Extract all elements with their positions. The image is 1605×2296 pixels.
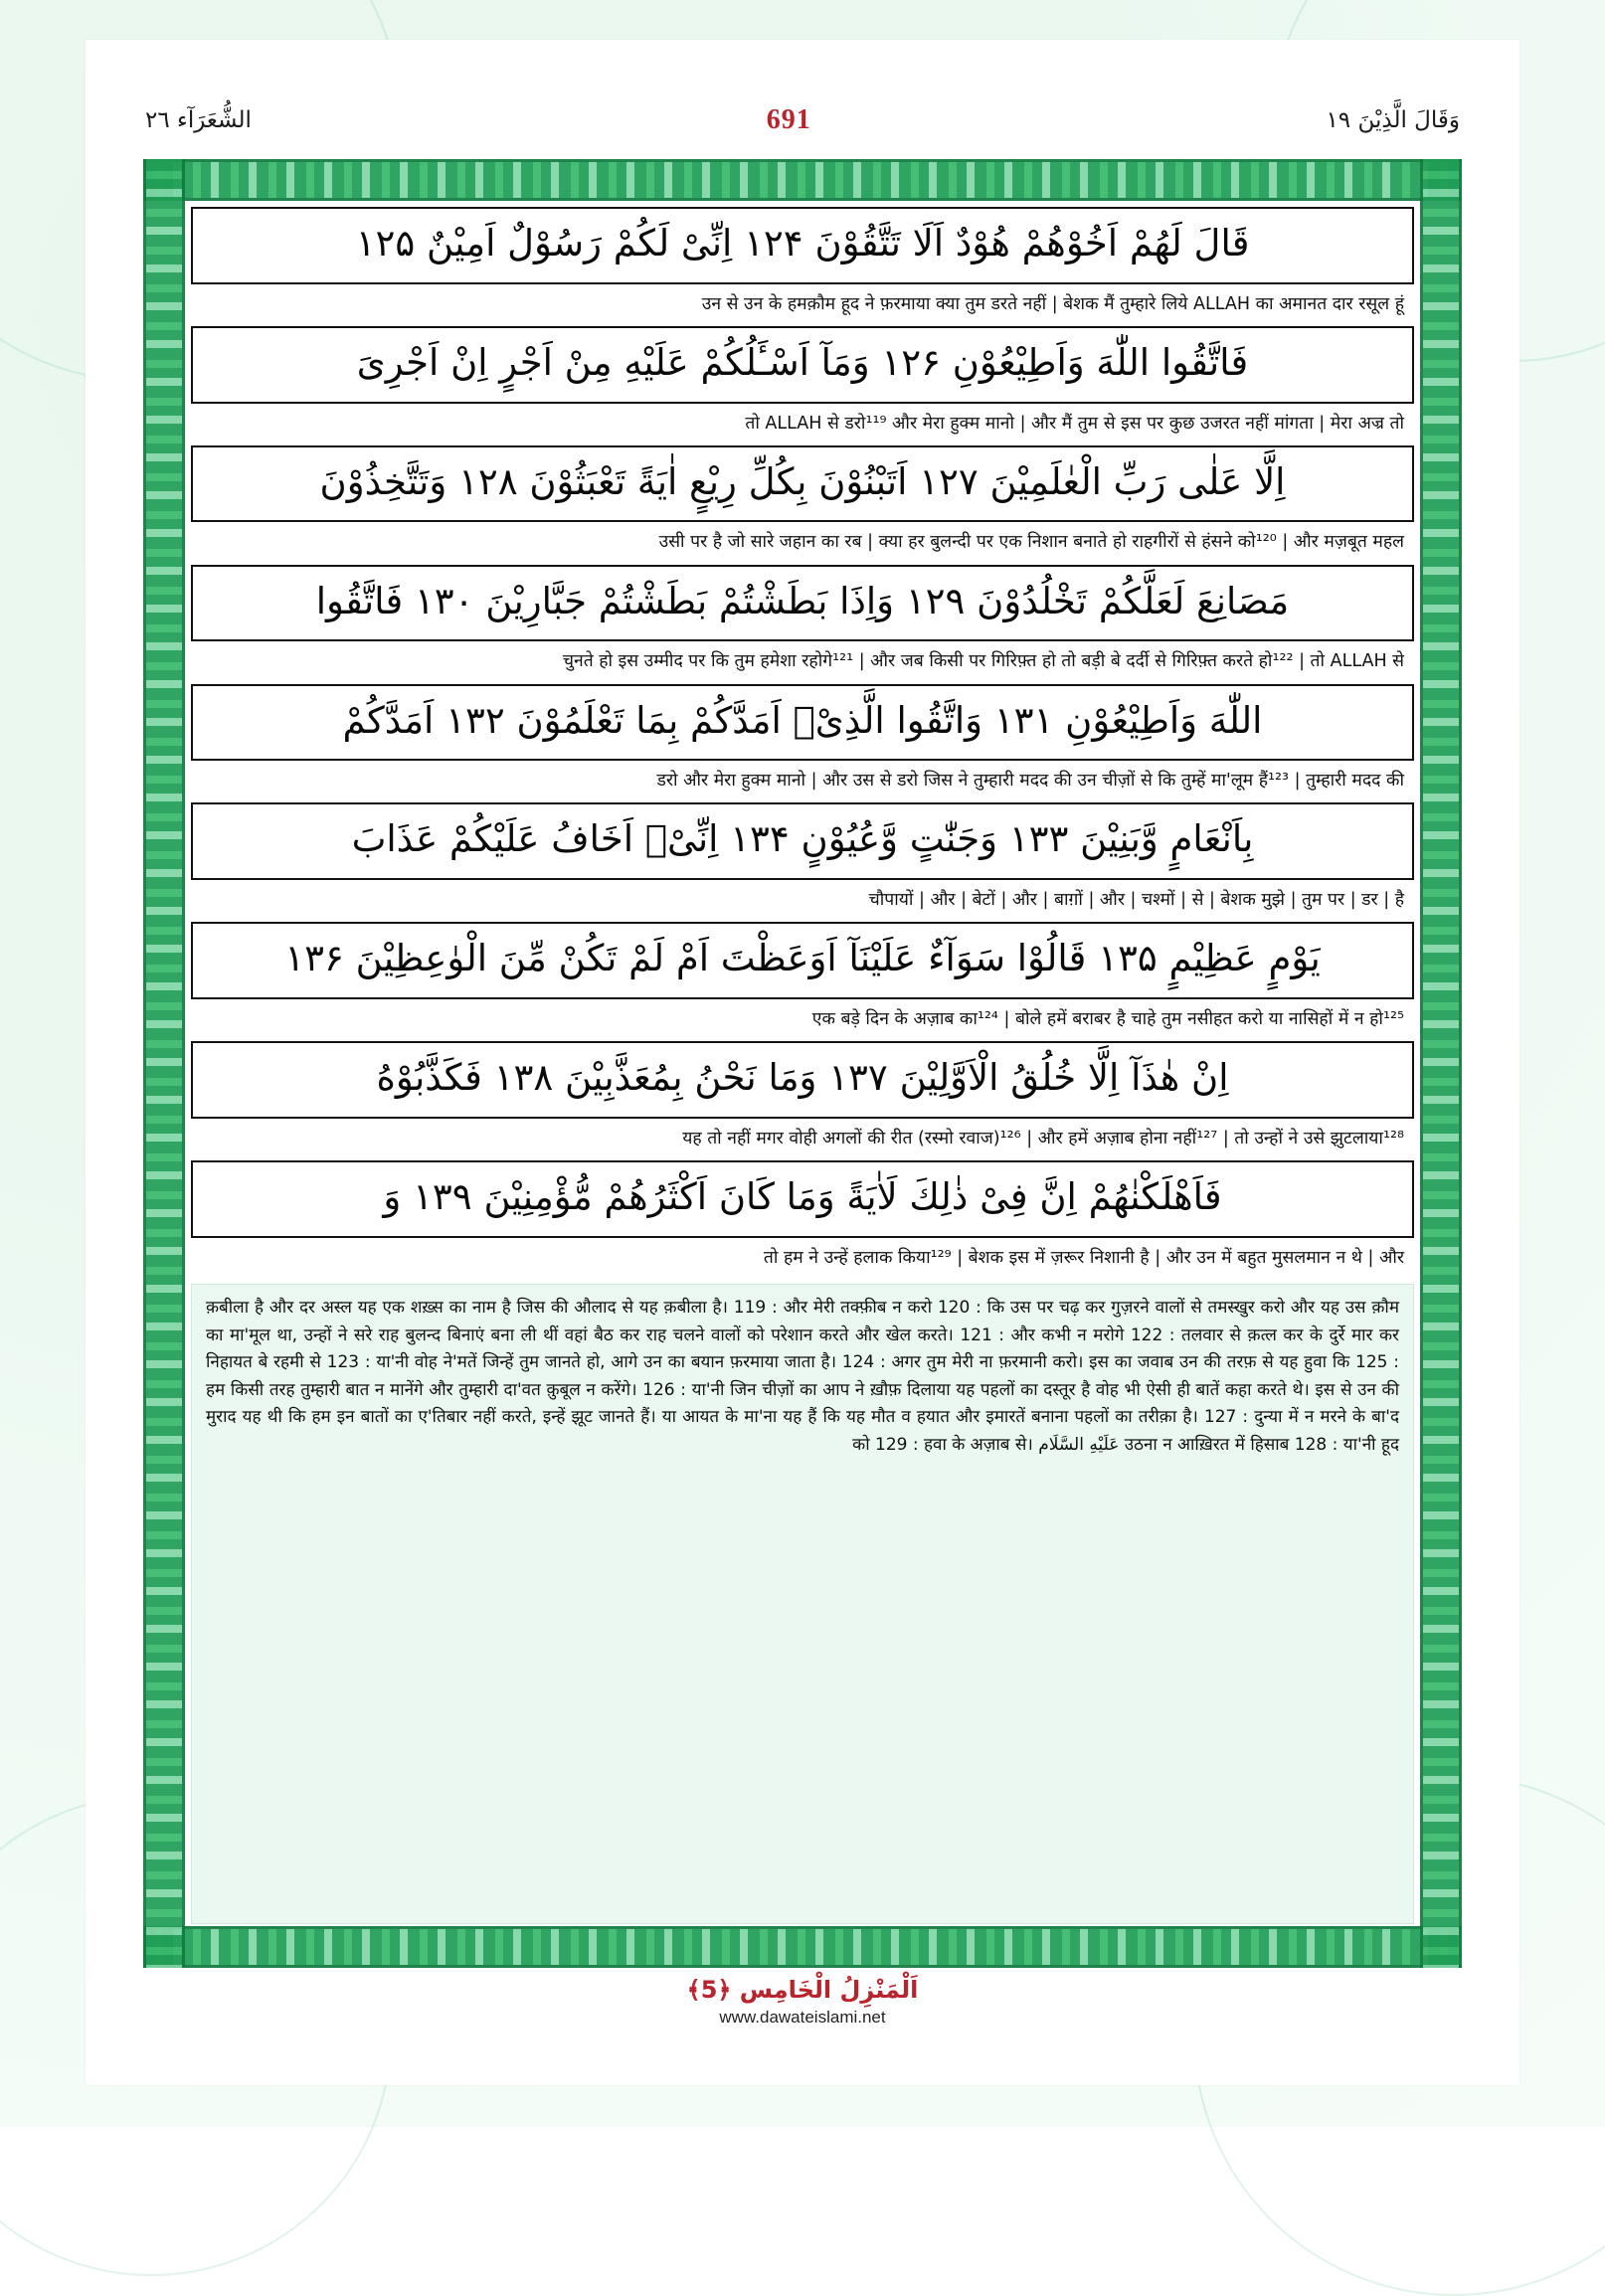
translation-line: एक बड़े दिन के अज़ाब का¹²⁴ | बोले हमें बराबर है चाहे तुम नसीहत करो या नासिहों में न हो¹²⁵ bbox=[811, 1008, 1404, 1029]
arabic-text: يَوْمٍ عَظِيْمٍ ۱۳۵ قَالُوْا سَوَآءٌ عَلَيْنَآ اَوَعَظْتَ اَمْ لَمْ تَكُنْ مِّنَ الْوٰعِظِيْنَ ۱۳۶ bbox=[284, 937, 1321, 980]
translation-line: यह तो नहीं मगर वोही अगलों की रीत (रस्मो रवाज)¹²⁶ | और हमें अज़ाब होना नहीं¹²⁷ | तो उन्हों ने उसे झुटलाया¹²⁸ bbox=[682, 1128, 1404, 1148]
ornamental-border-top bbox=[143, 159, 1462, 201]
translation-line: डरो और मेरा हुक्म मानो | और उस से डरो जिस ने तुम्हारी मदद की उन चीज़ों से कि तुम्हें मा'लूम हैं¹²³ | तुम्हारी मदद की bbox=[656, 771, 1404, 792]
translation-line: चौपायों | और | बेटों | और | बाग़ों | और | चश्मों | से | बेशक मुझे | तुम पर | डर | है bbox=[868, 890, 1404, 911]
page-footer bbox=[143, 1976, 1462, 2028]
arabic-text: فَاتَّقُوا اللّٰهَ وَاَطِيْعُوْنِ ۱۲۶ وَمَآ اَسْـَٔلُكُمْ عَلَيْهِ مِنْ اَجْرٍ اِنْ اَجْرِیَ bbox=[356, 340, 1249, 384]
verse-block bbox=[191, 445, 1414, 523]
page-sheet bbox=[86, 40, 1519, 2085]
translation-line: उसी पर है जो सारे जहान का रब | क्या हर बुलन्दी पर एक निशान बनाते हो राहगीरों से हंसने को¹²⁰ | और मज़बूत महल bbox=[658, 532, 1404, 553]
verse-block bbox=[191, 207, 1414, 284]
verse-block bbox=[191, 326, 1414, 404]
arabic-text: اِلَّا عَلٰى رَبِّ الْعٰلَمِيْنَ ۱۲۷ اَتَبْنُوْنَ بِكُلِّ رِيْعٍ اٰيَةً تَعْبَثُوْنَ ۱۲۸ وَتَتَّخِذُوْنَ bbox=[319, 459, 1286, 503]
ornamental-border-left bbox=[143, 159, 185, 1968]
page-header bbox=[145, 97, 1460, 143]
arabic-text: اِنْ هٰذَآ اِلَّا خُلُقُ الْاَوَّلِيْنَ ۱۳۷ وَمَا نَحْنُ بِمُعَذَّبِيْنَ ۱۳۸ فَكَذَّبُوْهُ bbox=[376, 1056, 1229, 1100]
ornamental-border-bottom bbox=[143, 1926, 1462, 1968]
surah-label: الشُّعَرَآء ٢٦ bbox=[145, 107, 252, 133]
ornamental-border-right bbox=[1420, 159, 1462, 1968]
translation-line: तो ALLAH से डरो¹¹⁹ और मेरा हुक्म मानो | और मैं तुम से इस पर कुछ उजरत नहीं मांगता | मेरा अज्र तो bbox=[745, 413, 1404, 434]
page-number: 691 bbox=[766, 104, 811, 135]
arabic-text: بِاَنْعَامٍ وَّبَنِيْنَ ۱۳۳ وَجَنّٰتٍ وَّعُيُوْنٍ ۱۳۴ اِنِّیْۤ اَخَافُ عَلَيْكُمْ عَذَابَ bbox=[351, 817, 1254, 861]
para-label: وَقَالَ الَّذِيْنَ ١٩ bbox=[1326, 107, 1460, 133]
translation-line: चुनते हो इस उम्मीद पर कि तुम हमेशा रहोगे¹²¹ | और जब किसी पर गिरिफ़्त हो तो बड़ी बे दर्दी से गिरिफ़्त करते हो¹²² | तो ALLAH से bbox=[562, 651, 1404, 672]
verse-block bbox=[191, 565, 1414, 642]
website-url: www.dawateislami.net bbox=[719, 2008, 886, 2027]
manzil-label: اَلْمَنْزِلُ الْخَامِس ﴿5﴾ bbox=[686, 1976, 919, 2004]
verse-block bbox=[191, 684, 1414, 762]
verse-block bbox=[191, 1041, 1414, 1119]
verse-block bbox=[191, 922, 1414, 999]
translation-line: तो हम ने उन्हें हलाक किया¹²⁹ | बेशक इस में ज़रूर निशानी है | और उन में बहुत मुसलमान न थे | और bbox=[763, 1247, 1404, 1268]
arabic-text: اللّٰهَ وَاَطِيْعُوْنِ ۱۳۱ وَاتَّقُوا الَّذِیْۤ اَمَدَّكُمْ بِمَا تَعْلَمُوْنَ ۱۳۲ اَمَدَّكُمْ bbox=[342, 698, 1263, 742]
verse-block bbox=[191, 802, 1414, 880]
verse-block bbox=[191, 1160, 1414, 1238]
arabic-text: مَصَانِعَ لَعَلَّكُمْ تَخْلُدُوْنَ ۱۲۹ وَاِذَا بَطَشْتُمْ بَطَشْتُمْ جَبَّارِيْنَ ۱۳۰ فَاتَّقُوا bbox=[315, 579, 1290, 622]
arabic-text: قَالَ لَهُمْ اَخُوْهُمْ هُوْدٌ اَلَا تَتَّقُوْنَ ۱۲۴ اِنِّیْ لَكُمْ رَسُوْلٌ اَمِيْنٌ ۱۲۵ bbox=[355, 222, 1250, 265]
translation-line: उन से उन के हमक़ौम हूद ने फ़रमाया क्या तुम डरते नहीं | बेशक मैं तुम्हारे लिये ALLAH का अमानत दार रसूल हूं bbox=[701, 293, 1404, 314]
footnotes-panel: क़बीला है और दर अस्ल यह एक शख़्स का नाम है जिस की औलाद से यह क़बीला है। 119 : और मेरी तक्फ़ीब न करो 120 : कि उस पर चढ़ कर गुज़रने वालों से तमस्खुर करो और यह उस क़ौम का मा'मूल था, उन्हों ने सरे राह बुलन्द बिनाएं बना ली थीं वहां बैठ कर राह चलने वालों को परेशान करते और खेल करते। 121 : और कभी न मरोगे 122 : तलवार से क़त्ल कर के दुर्रे मार कर निहायत बे रहमी से 123 : या'नी वोह ने'मतें जिन्हें तुम जानते हो, आगे उन का बयान फ़रमाया जाता है। 124 : अगर तुम मेरी ना फ़रमानी करो। इस का जवाब उन की तरफ़ से यह हुवा कि 125 : हम किसी तरह तुम्हारी बात न मानेंगे और तुम्हारी दा'वत क़ुबूल न करेंगे। 126 : या'नी जिन चीज़ों का आप ने ख़ौफ़ दिलाया यह पहलों का दस्तूर है वोह भी ऐसी ही बातें कहा करते थे। इस से उन की मुराद यह थी कि हम इन बातों का ए'तिबार नहीं करते, इन्हें झूट जानते हैं। या आयत के मा'ना यह हैं कि यह मौत व हयात और इमारतें बनाना पहलों का तरीक़ा है। 127 : दुन्या में न मरने के बा'द उठना न आख़िरत में हिसाब 128 : या'नी हूद عَلَيْهِ السَّلَام को 129 : हवा के अज़ाब से। bbox=[191, 1284, 1414, 1924]
verse-column bbox=[191, 207, 1414, 1924]
arabic-text: فَاَهْلَكْنٰهُمْ اِنَّ فِیْ ذٰلِكَ لَاٰيَةً وَمَا كَانَ اَكْثَرُهُمْ مُّؤْمِنِيْنَ ۱۳۹ وَ bbox=[383, 1175, 1222, 1219]
